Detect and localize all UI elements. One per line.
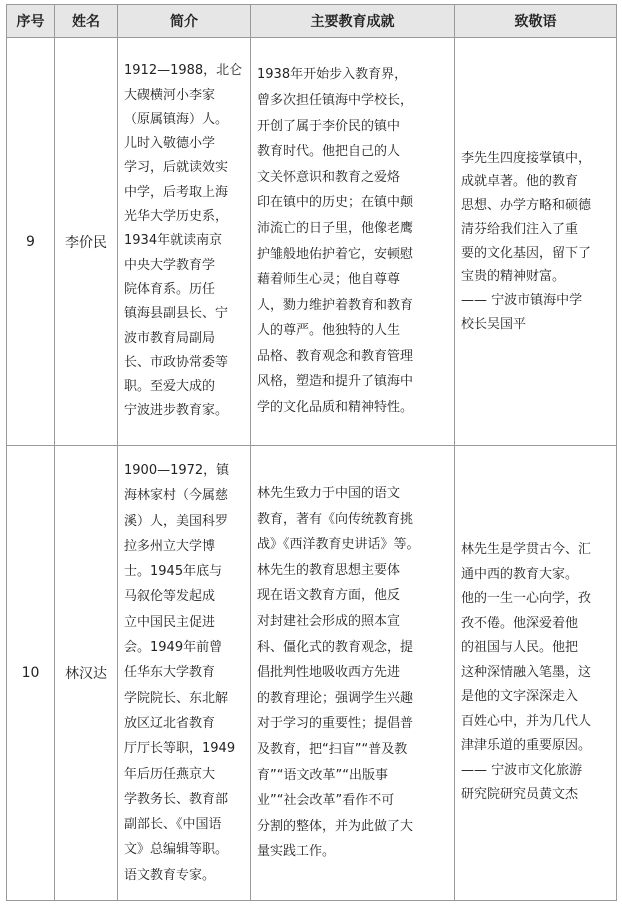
header-achievements: 主要教育成就	[251, 5, 455, 38]
row-tribute: 李先生四度接掌镇中， 成就卓著。他的教育 思想、办学方略和硕德 清芬给我们注入了重 要的文化基因，留下了 宝贵的精神财富。 —— 宁波市镇海中学 校长吴国平	[461, 150, 592, 332]
row-achievements: 1938年开始步入教育界， 曾多次担任镇海中学校长， 开创了属于李价民的镇中 教育时代。他把自己的人 文关怀意识和教育之爱烙 印在镇中的历史；在镇中颠 沛流亡的日子里，他像老鹰 护雏般地佑护着它，安顿慰 藉着师生心灵；他自尊尊 人，勠力维护着教育和教育 人的尊严。他独特的人生 品格、教育观念和教育管理 风格，塑造和提升了镇海中 学的文化品质和精神特性。	[257, 67, 414, 416]
row-name: 林汉达	[55, 446, 118, 901]
table-row	[7, 38, 617, 446]
header-name: 姓名	[55, 5, 118, 38]
row-name: 李价民	[55, 38, 118, 446]
row-achievements-cell	[251, 38, 455, 446]
row-tribute-cell	[455, 38, 617, 446]
row-achievements-cell	[251, 446, 455, 901]
table-row	[7, 446, 617, 901]
row-tribute-cell	[455, 446, 617, 901]
document-page	[6, 4, 616, 902]
row-intro: 1912—1988，北仑 大碶横河小李家 （原属镇海）人。 儿时入敬德小学 学习，后就读效实 中学，后考取上海 光华大学历史系， 1934年就读南京 中央大学教育学 院体育系。历任 镇海县副县长、宁 波市教育局副局 长、市政协常委等 职。至爱大成的 宁波进步教育家。	[124, 63, 243, 419]
row-achievements: 林先生致力于中国的语文 教育，著有《向传统教育挑 战》《西洋教育史讲话》等。 林先生的教育思想主要体 现在语文教育方面，他反 对封建社会形成的照本宣 科、僵化式的教育观念，提 倡批判性地吸收西方先进 的教育理论；强调学生兴趣 对于学习的重要性；提倡普 及教育，把“扫盲”“普及教 育”“语文改革”“出版事 业”“社会改革”看作不可 分割的整体，并为此做了大 量实践工作。	[257, 486, 420, 860]
header-tribute: 致敬语	[455, 5, 617, 38]
row-index: 10	[7, 446, 55, 901]
table-header-row	[7, 5, 617, 38]
row-tribute: 林先生是学贯古今、汇 通中西的教育大家。 他的一生一心向学，孜 孜不倦。他深爱着他 的祖国与人民。他把 这种深情融入笔墨，这 是他的文字深深走入 百姓心中，并为几代人 津津乐道的重要原因。 —— 宁波市文化旅游 研究院研究员黄文杰	[461, 542, 592, 803]
educator-table	[6, 4, 617, 901]
header-intro: 简介	[118, 5, 251, 38]
header-index: 序号	[7, 5, 55, 38]
row-intro-cell	[118, 38, 251, 446]
row-intro-cell	[118, 446, 251, 901]
row-index: 9	[7, 38, 55, 446]
row-intro: 1900—1972，镇 海林家村（今属慈 溪）人，美国科罗 拉多州立大学博 士。1945年底与 马叙伦等发起成 立中国民主促进 会。1949年前曾 任华东大学教育 学院院长、东北解 放区辽北省教育 厅厅长等职，1949 年后历任燕京大 学教务长、教育部 副部长、《中国语 文》总编辑等职。 语文教育专家。	[124, 462, 236, 883]
